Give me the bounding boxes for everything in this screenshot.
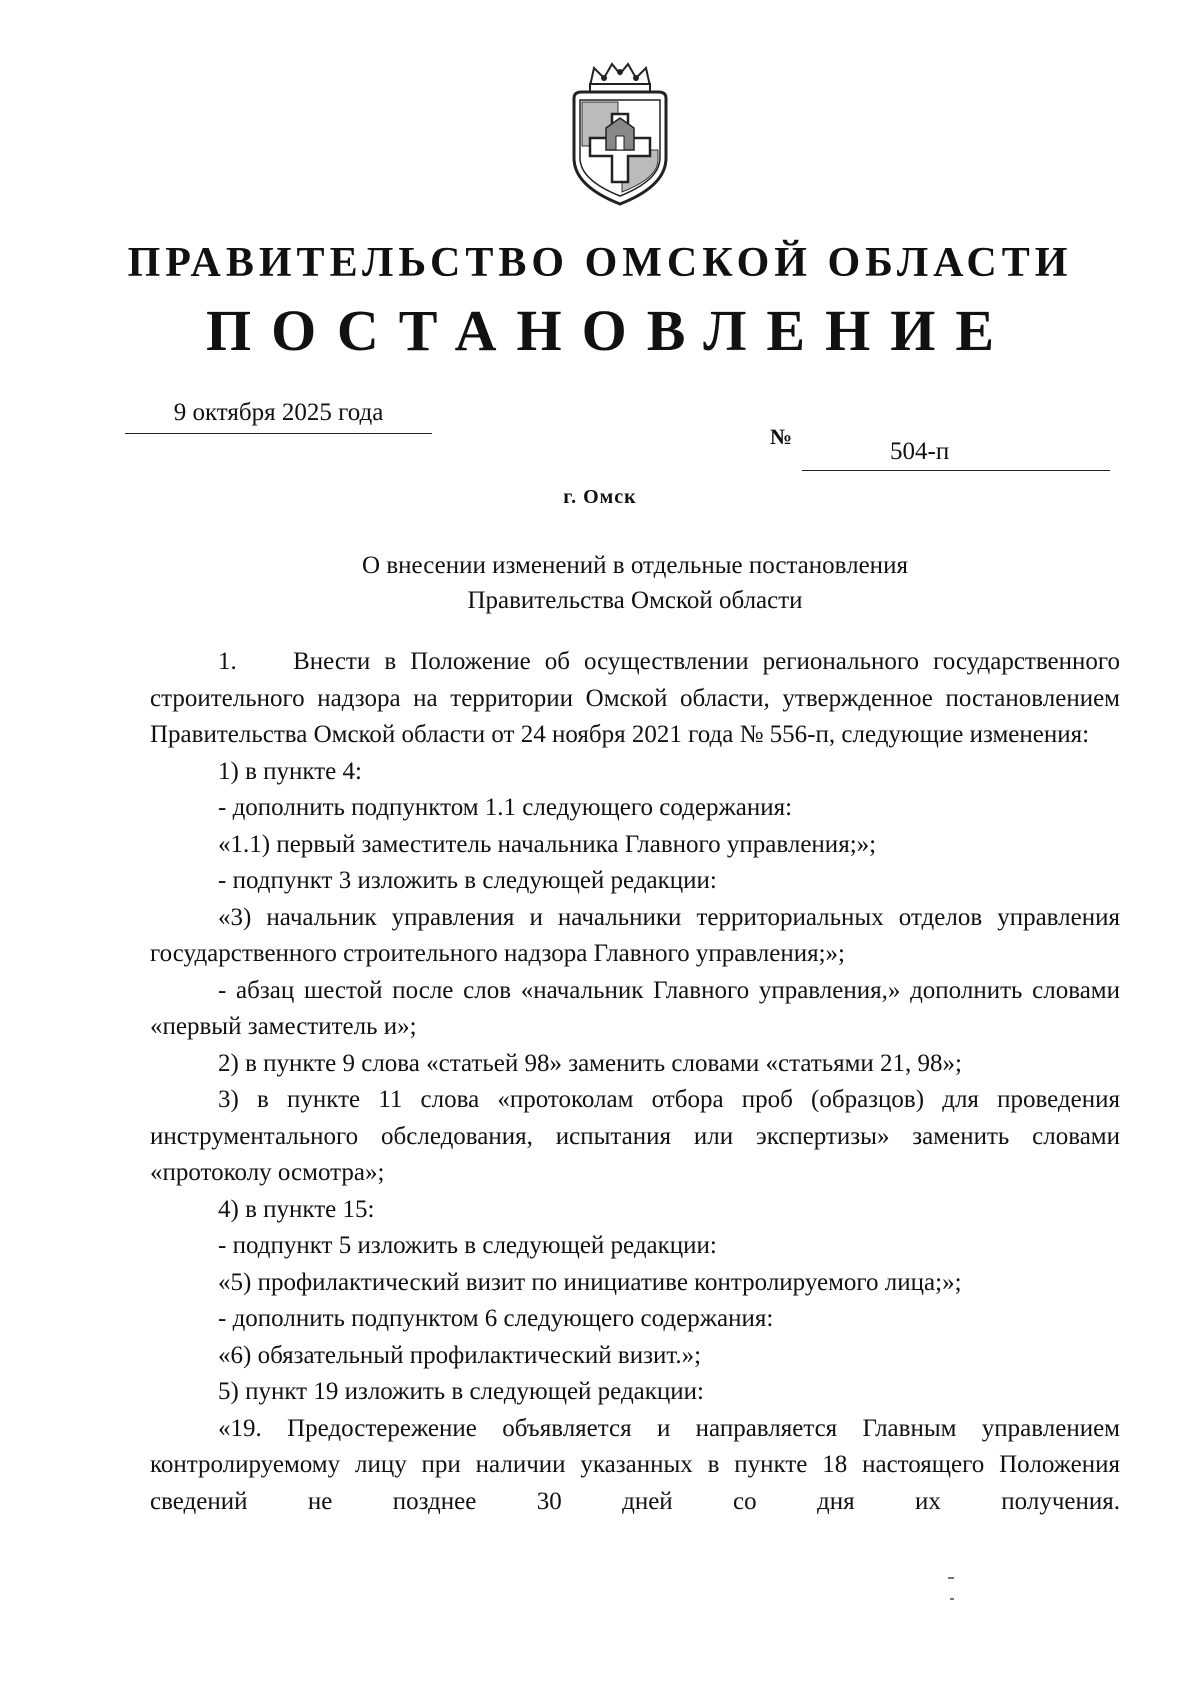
city-name: г. Омск: [563, 486, 637, 508]
paragraph-9: 3) в пункте 11 слова «протоколам отбора проб (образцов) для проведения инструментального обследования, испытания или экспертизы» заменить словами «протоколу осмотра»;: [150, 1086, 1120, 1186]
paragraph-11: - подпункт 5 изложить в следующей редакции:: [218, 1232, 717, 1259]
paragraph-12: «5) профилактический визит по инициативе контролируемого лица;»;: [218, 1268, 962, 1296]
paragraph-16: «19. Предостережение объявляется и направляется Главным управлением контролируемому лицу при наличии указанных в пункте 18 настоящего Положения сведений не позднее 30 дней со дня их получения.: [150, 1414, 1120, 1515]
paragraph-1: 1. Внести в Положение об осуществлении регионального государственного строительного надзора на территории Омской области, утвержденное постановлением Правительства Омской области от 24 ноября 2021 года № 556-п, следующие изменения:: [150, 648, 1120, 748]
paragraph-13: - дополнить подпунктом 6 следующего содержания:: [218, 1305, 774, 1332]
date-underline: [125, 433, 432, 434]
paragraph-8: 2) в пункте 9 слова «статьей 98» заменить словами «статьями 21, 98»;: [218, 1049, 963, 1077]
document-date: 9 октября 2025 года: [173, 399, 384, 426]
number-underline: [802, 470, 1110, 471]
document-body: [150, 644, 1120, 1520]
paragraph-4: «1.1) первый заместитель начальника Главного управления;»;: [218, 830, 877, 858]
government-title: ПРАВИТЕЛЬСТВО ОМСКОЙ ОБЛАСТИ: [127, 240, 1073, 286]
document-number: 504-п: [890, 438, 950, 465]
scan-speck: [950, 1598, 954, 1600]
coat-of-arms-icon: [560, 58, 680, 208]
paragraph-10: 4) в пункте 15:: [218, 1195, 375, 1223]
paragraph-5: - подпункт 3 изложить в следующей редакции:: [218, 867, 717, 894]
document-type-title: ПОСТАНОВЛЕНИЕ: [205, 298, 1015, 363]
paragraph-3: - дополнить подпунктом 1.1 следующего содержания:: [218, 794, 793, 821]
paragraph-7: - абзац шестой после слов «начальник Главного управления,» дополнить словами «первый заместитель и»;: [150, 976, 1120, 1040]
paragraph-2: 1) в пункте 4:: [218, 757, 362, 785]
scan-speck: [948, 1577, 954, 1579]
document-subject: [0, 548, 1200, 618]
paragraph-15: 5) пункт 19 изложить в следующей редакции:: [218, 1378, 704, 1405]
subject-line-1: О внесении изменений в отдельные постановления: [362, 552, 908, 579]
subject-line-2: Правительства Омской области: [467, 587, 803, 614]
paragraph-14: «6) обязательный профилактический визит.»;: [218, 1341, 702, 1369]
number-sign: №: [770, 424, 793, 449]
paragraph-6: «3) начальник управления и начальники территориальных отделов управления государственного строительного надзора Главного управления;»;: [150, 903, 1120, 967]
